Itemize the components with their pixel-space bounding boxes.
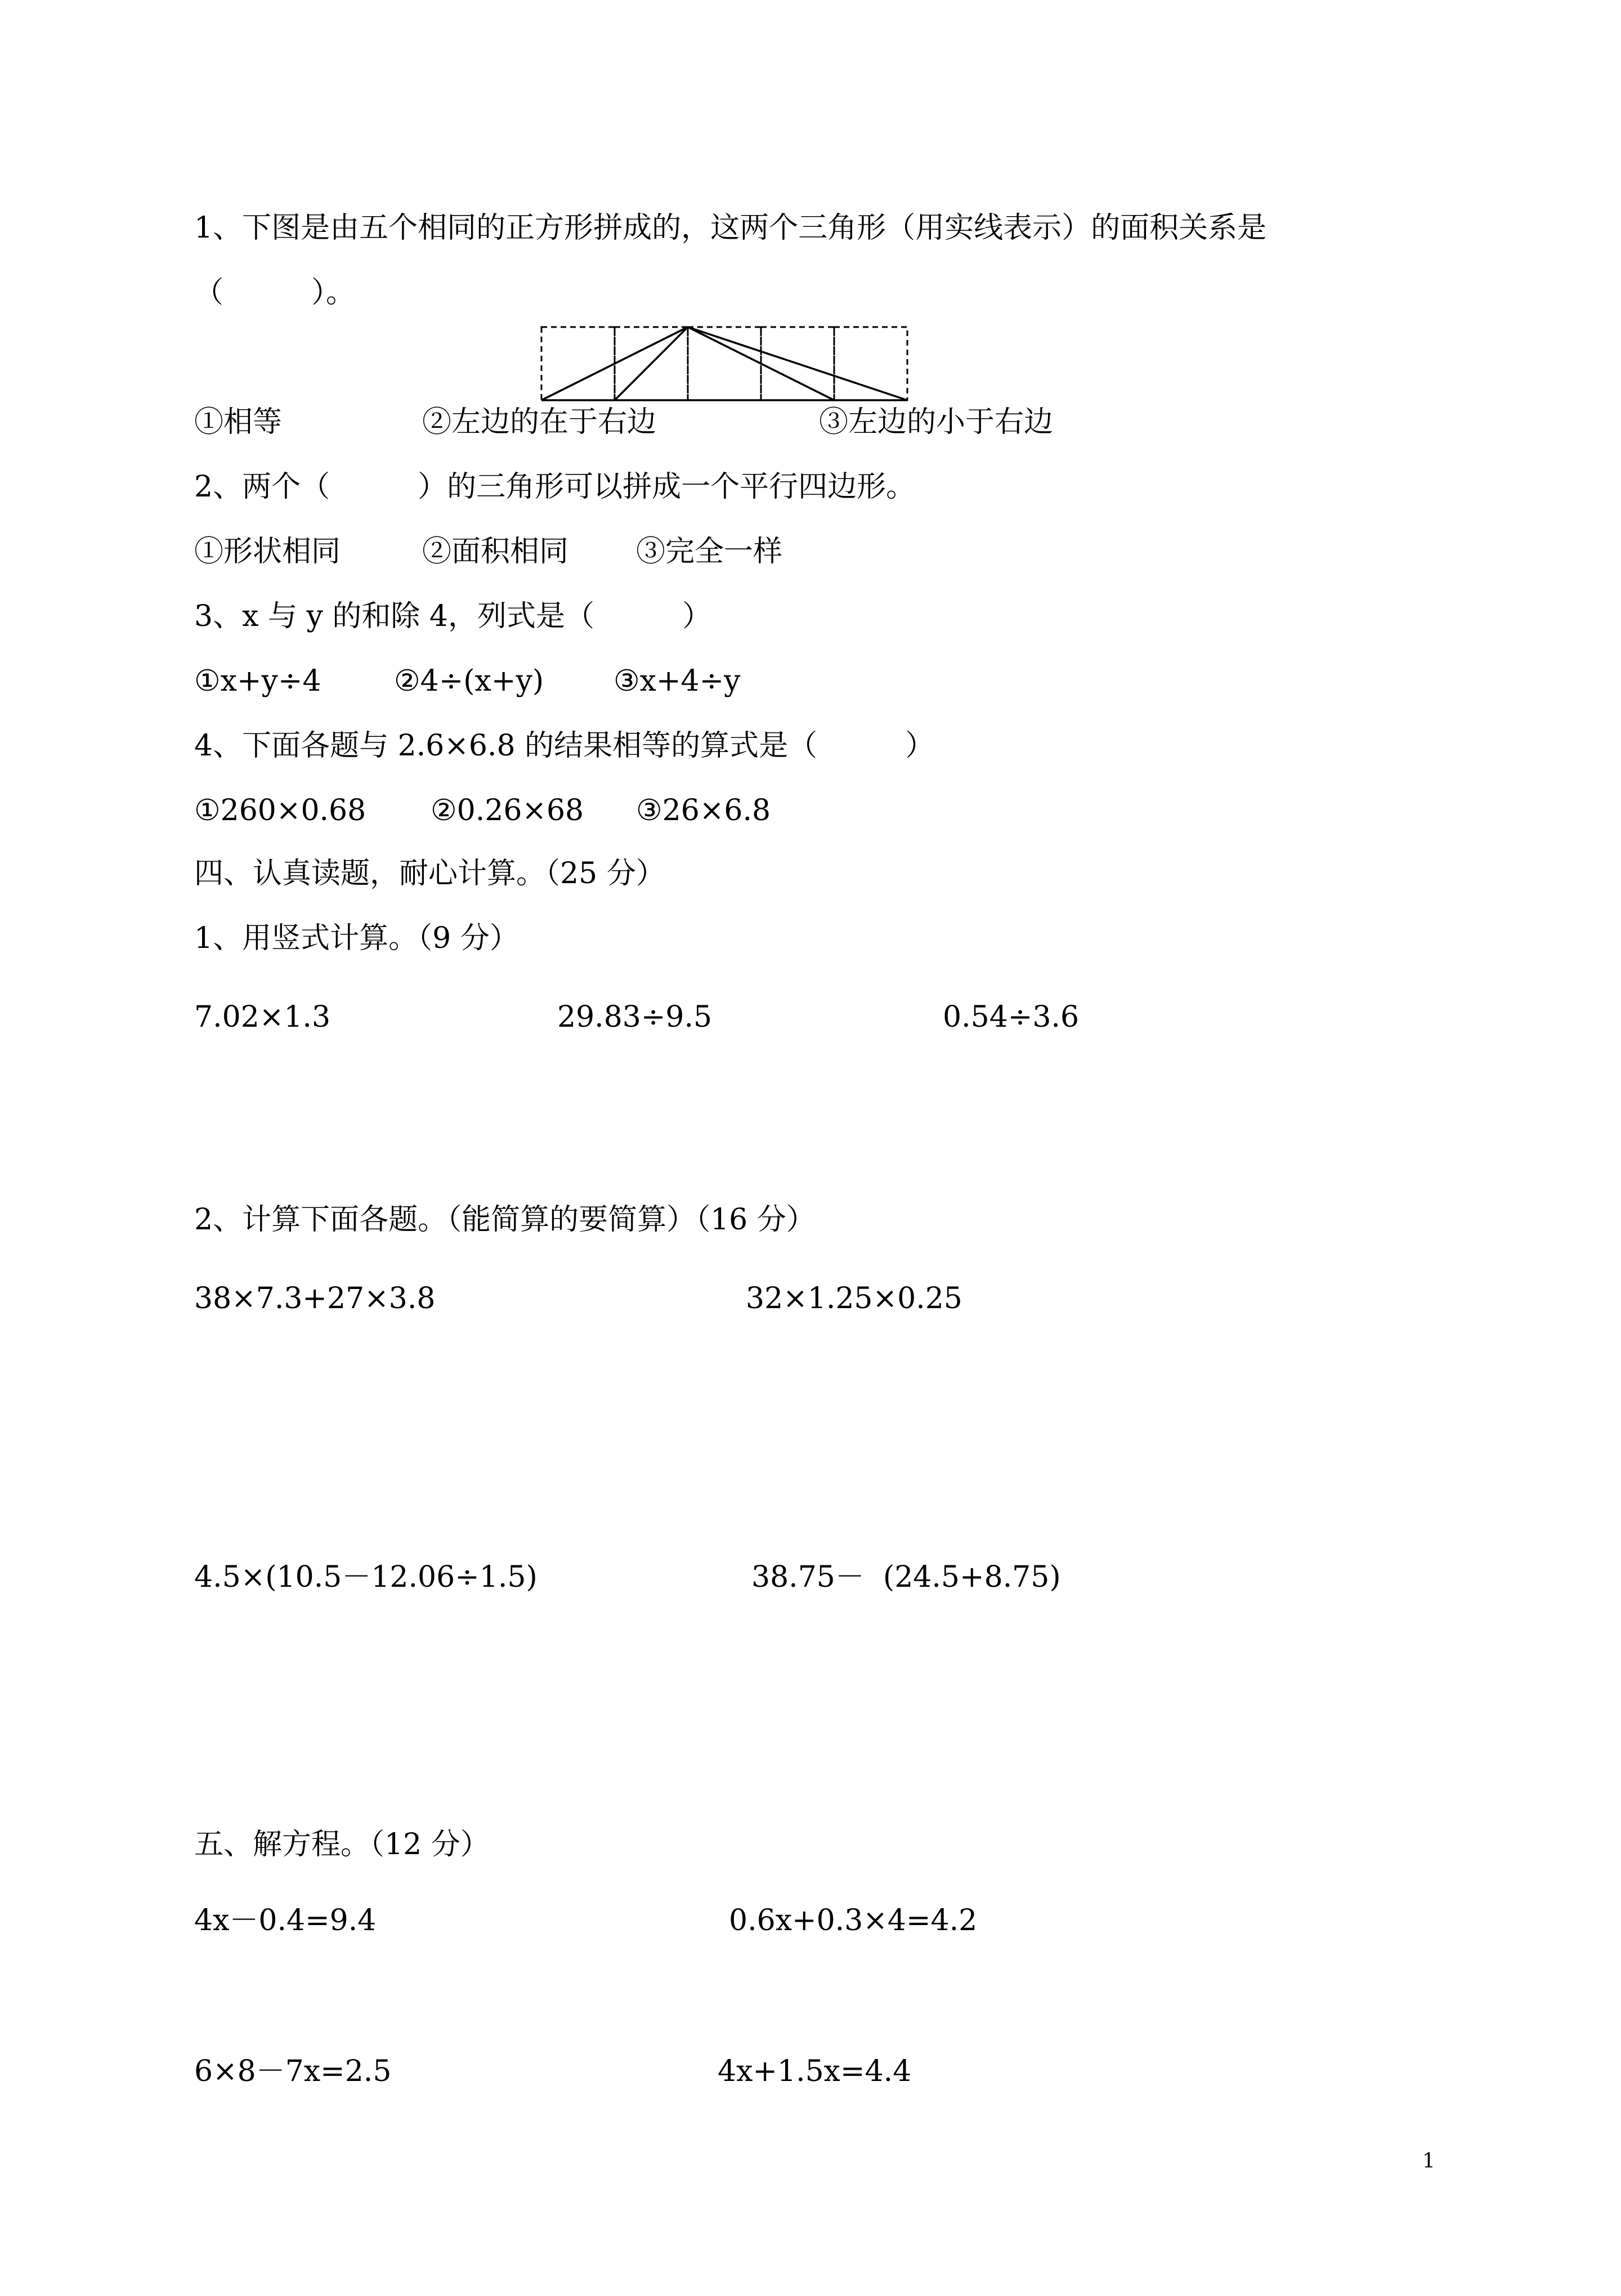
vertical-calc-2: 29.83÷9.5 (557, 1000, 713, 1034)
vertical-calc-1: 7.02×1.3 (194, 1000, 331, 1034)
section4-part2-heading: 2、计算下面各题。（能简算的要简算）（16 分） (194, 1203, 816, 1237)
right-triangle-side-2 (688, 327, 907, 400)
q4-option-2: ②0.26×68 (431, 794, 584, 827)
q1-stem-line2: （ ）。 (194, 276, 356, 310)
equation-1: 4x－0.4=9.4 (194, 1904, 377, 1937)
vertical-calc-3: 0.54÷3.6 (943, 1000, 1080, 1034)
q2-stem: 2、两个（ ）的三角形可以拼成一个平行四边形。 (194, 470, 916, 504)
q4-option-1: ①260×0.68 (194, 794, 366, 827)
left-triangle-side-2 (615, 327, 688, 400)
equation-2: 0.6x+0.3×4=4.2 (729, 1904, 978, 1937)
q1-option-2: ②左边的在于右边 (422, 405, 657, 439)
five-squares-triangle-figure (535, 322, 917, 406)
q3-option-1: ①x+y÷4 (194, 664, 321, 698)
q2-option-2: ②面积相同 (422, 535, 569, 569)
calc-item-2: 32×1.25×0.25 (746, 1282, 962, 1315)
q2-option-3: ③完全一样 (636, 535, 783, 569)
q1-stem-line1: 1、下图是由五个相同的正方形拼成的，这两个三角形（用实线表示）的面积关系是 (194, 211, 1267, 245)
page-number: 1 (1422, 2150, 1435, 2173)
calc-item-4: 38.75－ (24.5+8.75) (751, 1560, 1061, 1594)
q2-option-1: ①形状相同 (194, 535, 341, 569)
q3-option-3: ③x+4÷y (614, 664, 741, 698)
calc-item-3: 4.5×(10.5－12.06÷1.5) (194, 1560, 538, 1594)
solid-triangles (541, 327, 907, 400)
section5-heading: 五、解方程。（12 分） (194, 1828, 490, 1861)
equation-4: 4x+1.5x=4.4 (718, 2055, 912, 2088)
q4-option-3: ③26×6.8 (636, 794, 771, 827)
q1-option-1: ①相等 (194, 405, 283, 439)
square-5 (834, 327, 907, 400)
q1-option-3: ③左边的小于右边 (819, 405, 1054, 439)
q3-stem: 3、x 与 y 的和除 4，列式是（ ） (194, 599, 711, 633)
calc-item-1: 38×7.3+27×3.8 (194, 1282, 436, 1315)
q4-stem: 4、下面各题与 2.6×6.8 的结果相等的算式是（ ） (194, 729, 935, 763)
square-1 (541, 327, 615, 400)
equation-3: 6×8－7x=2.5 (194, 2055, 392, 2088)
q3-option-2: ②4÷(x+y) (394, 664, 544, 698)
square-3 (688, 327, 761, 400)
section4-heading: 四、认真读题，耐心计算。（25 分） (194, 857, 665, 890)
dashed-squares (541, 327, 907, 400)
section4-part1-heading: 1、用竖式计算。（9 分） (194, 921, 519, 955)
